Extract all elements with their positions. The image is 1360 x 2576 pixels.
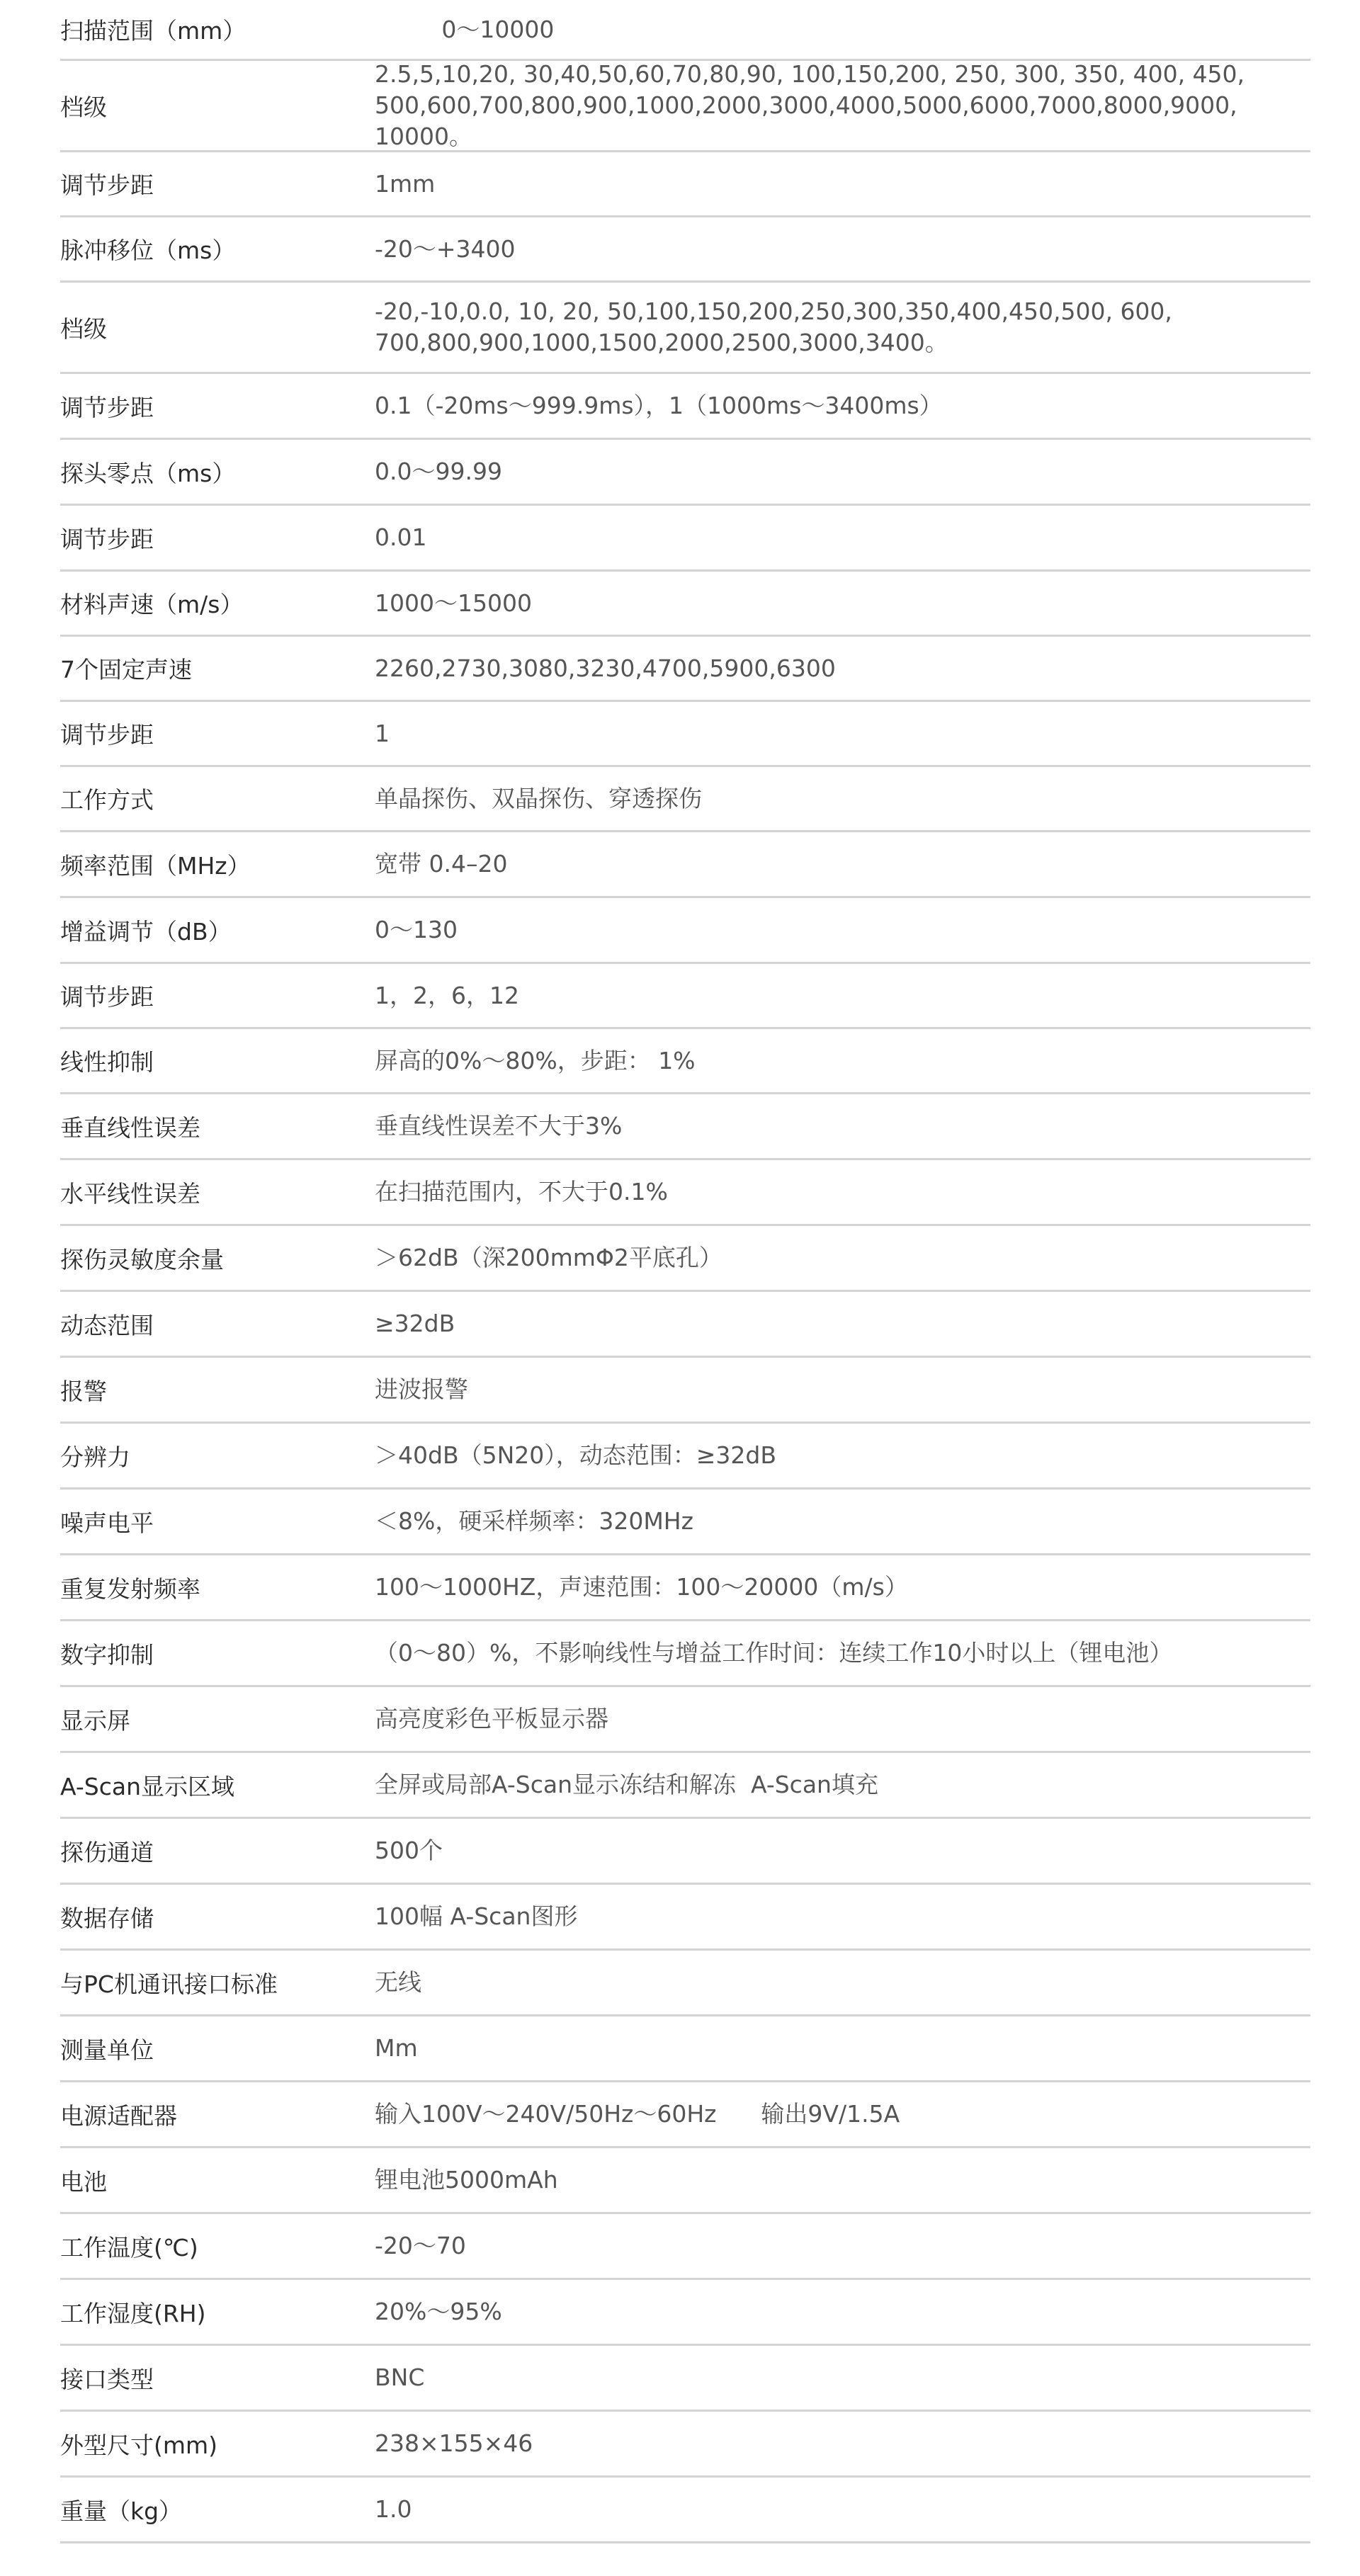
spec-label: 调节步距 (60, 525, 154, 553)
spec-row (60, 1160, 1310, 1226)
spec-value: 1 (375, 719, 390, 747)
spec-row (60, 832, 1310, 898)
spec-value: 在扫描范围内，不大于0.1% (375, 1178, 668, 1205)
spec-label: 电池 (60, 2167, 107, 2196)
spec-value: Mm (375, 2034, 418, 2062)
spec-table (60, 0, 1310, 2543)
spec-value: 垂直线性误差不大于3% (375, 1112, 623, 1140)
spec-row (60, 1292, 1310, 1358)
spec-value: 1.0 (375, 2495, 412, 2523)
spec-value: -20～70 (375, 2232, 466, 2259)
spec-label: 7个固定声速 (60, 656, 192, 683)
spec-value: 无线 (375, 1968, 421, 1996)
spec-row (60, 1951, 1310, 2016)
spec-row (60, 637, 1310, 702)
spec-label: 外型尺寸(mm) (60, 2431, 218, 2459)
spec-row (60, 1424, 1310, 1490)
spec-value: 0～10000 (375, 15, 555, 43)
spec-row (60, 2412, 1310, 2478)
spec-row (60, 1490, 1310, 1555)
spec-value: 2.5,5,10,20, 30,40,50,60,70,80,90, 100,150,200, 250, 300, 350, 400, 450, 500,600,700,800,900,1000,2000,3000,4000,5000,6000,7000,8000,9000, 10000。 (375, 60, 1245, 150)
spec-value: -20,-10,0.0, 10, 20, 50,100,150,200,250,300,350,400,450,500, 600, 700,800,900,1000,1500,2000,2500,3000,3400。 (375, 297, 1172, 356)
spec-value: 1，2，6，12 (375, 981, 519, 1009)
spec-label: 档级 (60, 314, 107, 343)
spec-label: 动态范围 (60, 1311, 154, 1339)
spec-label: 探伤通道 (60, 1838, 154, 1866)
spec-row (60, 2280, 1310, 2346)
spec-label: 重量（kg） (60, 2497, 183, 2525)
spec-row (60, 1358, 1310, 1424)
spec-label: 材料声速（m/s） (60, 591, 244, 618)
spec-row (60, 572, 1310, 637)
spec-label: 频率范围（MHz） (60, 851, 251, 880)
spec-row (60, 2214, 1310, 2280)
spec-label: 噪声电平 (60, 1509, 154, 1537)
spec-label: 线性抑制 (60, 1048, 154, 1076)
spec-row (60, 1226, 1310, 1292)
spec-row (60, 1885, 1310, 1951)
spec-row (60, 2346, 1310, 2412)
spec-value: ＜8%，硬采样频率：320MHz (375, 1507, 693, 1535)
spec-row (60, 1753, 1310, 1819)
spec-value: 500个 (375, 1837, 443, 1864)
spec-value: 高亮度彩色平板显示器 (375, 1705, 608, 1732)
spec-row (60, 283, 1310, 374)
spec-label: 探头零点（ms） (60, 459, 236, 487)
spec-label: 显示屏 (60, 1706, 130, 1735)
spec-label: 调节步距 (60, 393, 154, 421)
spec-label: 水平线性误差 (60, 1179, 200, 1208)
spec-value: 宽带 0.4–20 (375, 850, 508, 878)
spec-label: 接口类型 (60, 2365, 154, 2393)
spec-row (60, 964, 1310, 1029)
spec-label: 调节步距 (60, 171, 154, 199)
spec-row (60, 440, 1310, 506)
spec-label: 档级 (60, 93, 107, 121)
spec-value: 单晶探伤、双晶探伤、穿透探伤 (375, 784, 702, 812)
spec-value: 1000～15000 (375, 589, 532, 617)
spec-label: 分辨力 (60, 1443, 130, 1471)
spec-row (60, 374, 1310, 440)
spec-value: ≥32dB (375, 1310, 455, 1337)
spec-row (60, 767, 1310, 832)
spec-row (60, 1687, 1310, 1753)
spec-value: 0～130 (375, 916, 458, 943)
spec-row (60, 1819, 1310, 1885)
spec-value: 1mm (375, 169, 436, 198)
spec-label: 扫描范围（mm） (60, 17, 246, 45)
spec-label: 工作温度(℃) (60, 2233, 198, 2262)
spec-value: -20～+3400 (375, 234, 516, 263)
spec-label: 重复发射频率 (60, 1574, 200, 1603)
spec-value: BNC (375, 2364, 425, 2391)
spec-label: 电源适配器 (60, 2101, 177, 2130)
spec-label: 数据存储 (60, 1904, 154, 1932)
spec-label: 调节步距 (60, 983, 154, 1011)
spec-value: 2260,2730,3080,3230,4700,5900,6300 (375, 654, 836, 682)
spec-row (60, 2478, 1310, 2543)
spec-value: 锂电池5000mAh (375, 2166, 558, 2194)
spec-value: 0.0～99.99 (375, 458, 502, 485)
spec-row (60, 1555, 1310, 1621)
spec-value: ＞40dB（5N20），动态范围：≥32dB (375, 1441, 776, 1469)
spec-label: 报警 (60, 1377, 107, 1405)
spec-row (60, 61, 1310, 152)
spec-label: 脉冲移位（ms） (60, 237, 236, 264)
spec-value: （0～80）%，不影响线性与增益工作时间：连续工作10小时以上（锂电池） (375, 1639, 1173, 1667)
spec-value: 238×155×46 (375, 2429, 533, 2457)
spec-row (60, 898, 1310, 964)
spec-value: 输入100V～240V/50Hz～60Hz 输出9V/1.5A (375, 2100, 900, 2128)
spec-value: 0.01 (375, 523, 427, 551)
spec-label: 工作方式 (60, 786, 154, 814)
spec-value: 100～1000HZ，声速范围：100～20000（m/s） (375, 1573, 908, 1601)
spec-row (60, 702, 1310, 767)
spec-label: 与PC机通讯接口标准 (60, 1970, 278, 1998)
spec-row (60, 152, 1310, 217)
spec-row (60, 2016, 1310, 2082)
spec-value: 进波报警 (375, 1375, 468, 1403)
spec-label: 数字抑制 (60, 1640, 154, 1669)
spec-value: 全屏或局部A-Scan显示冻结和解冻 A-Scan填充 (375, 1771, 878, 1798)
spec-label: 调节步距 (60, 721, 154, 749)
spec-label: 工作湿度(RH) (60, 2299, 206, 2327)
spec-value: 20%～95% (375, 2298, 502, 2325)
spec-label: 垂直线性误差 (60, 1113, 200, 1142)
spec-label: 探伤灵敏度余量 (60, 1245, 224, 1273)
spec-label: 增益调节（dB） (60, 917, 232, 946)
spec-value: 100幅 A-Scan图形 (375, 1902, 578, 1930)
spec-row (60, 1094, 1310, 1160)
spec-row (60, 217, 1310, 283)
spec-row (60, 1029, 1310, 1094)
spec-value: 屏高的0%～80%，步距： 1% (375, 1046, 696, 1074)
spec-value: ＞62dB（深200mmΦ2平底孔） (375, 1244, 722, 1271)
spec-row (60, 506, 1310, 572)
spec-row (60, 2082, 1310, 2148)
spec-label: A-Scan显示区域 (60, 1772, 234, 1800)
spec-value: 0.1（-20ms～999.9ms），1（1000ms～3400ms） (375, 392, 943, 419)
spec-row (60, 1621, 1310, 1687)
spec-row (60, 0, 1310, 61)
spec-row (60, 2148, 1310, 2214)
spec-label: 测量单位 (60, 2036, 154, 2064)
